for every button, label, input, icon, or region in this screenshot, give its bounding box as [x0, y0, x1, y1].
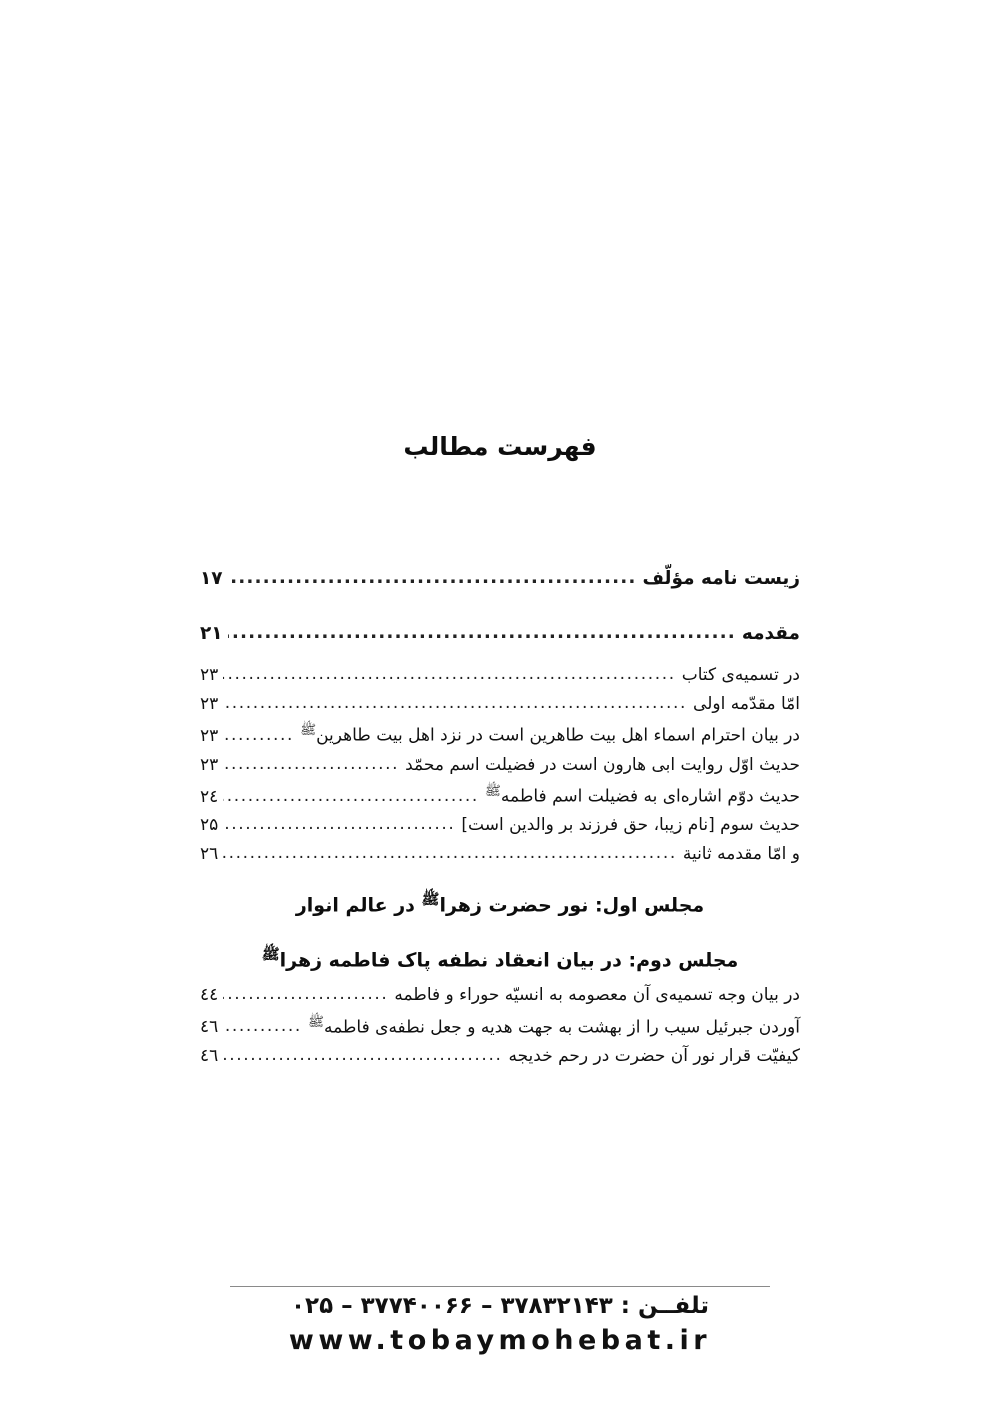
toc-entry-page: ۲۳	[200, 726, 219, 747]
honorific-icon: ﷺ	[484, 784, 501, 800]
toc-entry-page: ۲۳	[200, 665, 219, 686]
toc-entry[interactable]	[200, 623, 800, 644]
toc-dot-leader	[223, 848, 677, 864]
toc-entry-label: مقدمه	[741, 623, 800, 645]
toc-entry-label	[296, 723, 800, 746]
section-heading-text: مجلس اول: نور حضرت زهرا	[439, 894, 705, 917]
toc-entry-label: حدیث سوم [نام زیبا، حق فرزند بر والدین است]	[461, 815, 800, 836]
toc-entry-page: ۲۵	[200, 815, 219, 836]
spacer	[200, 644, 800, 666]
toc-dot-leader	[223, 731, 294, 747]
toc-entry-label: در بیان وجه تسمیه‌ی آن معصومه به انسیّه حوراء و فاطمه	[394, 985, 800, 1006]
toc-entry[interactable]	[200, 756, 800, 776]
page-footer	[0, 1286, 1000, 1356]
toc-entry-page: ٢٤	[200, 786, 219, 807]
footer-phone: تلفــن : ۳۷۸۳۲۱۴۳ – ۳۷۷۴۰۰۶۶ – ۰۲۵	[291, 1293, 709, 1319]
toc-entry-page: ٤٦	[200, 1046, 219, 1067]
section-heading-majlis-1	[200, 890, 800, 919]
toc-entry-page: ٤٦	[200, 1017, 219, 1038]
toc-entry-text: حدیث دوّم اشاره‌ای به فضیلت اسم فاطمه	[500, 786, 800, 807]
footer-website[interactable]: www.tobaymohebat.ir	[288, 1325, 712, 1356]
toc-entry-page: ٢٦	[200, 843, 219, 864]
toc-entry-text: آوردن جبرئیل سیب را از بهشت به جهت هدیه و جعل نطفه‌ی فاطمه	[323, 1017, 800, 1038]
toc-entry-label	[481, 784, 800, 807]
toc-dot-leader	[223, 670, 675, 686]
toc-entry[interactable]	[200, 1047, 800, 1067]
toc-entry-label: زیست نامه مؤلّف	[642, 567, 800, 589]
toc-entry-text: در بیان احترام اسماء اهل بیت طاهرین است در نزد اهل بیت طاهرین	[316, 726, 800, 747]
toc-entry-label: و امّا مقدمه ثانیة	[682, 843, 800, 864]
honorific-icon: ﷺ	[261, 946, 280, 964]
toc-entry-label: امّا مقدّمه اولی	[693, 693, 800, 714]
honorific-icon: ﷺ	[421, 891, 440, 909]
toc-entry-page: ۲۳	[200, 693, 219, 714]
spacer	[200, 534, 800, 568]
toc-entry[interactable]	[200, 986, 800, 1006]
toc-entry[interactable]	[200, 1015, 800, 1038]
section-heading-text-tail: در عالم انوار	[295, 894, 422, 917]
honorific-icon: ﷺ	[300, 723, 317, 739]
toc-entry[interactable]	[200, 845, 800, 865]
toc-entry-label: کیفیّت قرار نور آن حضرت در رحم خدیجه	[508, 1046, 800, 1067]
toc-entry[interactable]	[200, 568, 800, 589]
toc-dot-leader	[228, 628, 736, 644]
toc-entry-page: ۲۱	[200, 623, 223, 645]
page-title: فهرست مطالب	[403, 432, 597, 461]
section-heading-text: مجلس دوم: در بیان انعقاد نطفه پاک فاطمه زهرا	[279, 949, 739, 972]
toc-entry[interactable]	[200, 666, 800, 686]
honorific-icon: ﷺ	[307, 1014, 324, 1030]
toc-dot-leader	[223, 820, 455, 836]
toc-entry-label	[304, 1015, 800, 1038]
toc-dot-leader	[228, 573, 637, 589]
toc-entry[interactable]	[200, 784, 800, 807]
section-heading-majlis-2	[200, 945, 800, 974]
toc-entry-page: ۱۷	[200, 567, 223, 589]
toc-dot-leader	[223, 698, 687, 714]
toc-dot-leader	[223, 990, 388, 1006]
toc-entry[interactable]	[200, 723, 800, 746]
toc-entry-page: ۲۳	[200, 754, 219, 775]
toc-entry-label: در تسمیه‌ی کتاب	[681, 665, 800, 686]
toc-dot-leader	[223, 1022, 302, 1038]
toc-dot-leader	[223, 759, 399, 775]
toc-entry-page: ٤٤	[200, 985, 219, 1006]
toc-entry-label: حدیث اوّل روایت ابی هارون است در فضیلت اسم محمّد	[405, 754, 800, 775]
toc-dot-leader	[223, 791, 479, 807]
spacer	[200, 589, 800, 623]
footer-divider	[230, 1286, 770, 1287]
toc-entry[interactable]	[200, 695, 800, 715]
toc-entry[interactable]	[200, 816, 800, 836]
toc-dot-leader	[223, 1051, 502, 1067]
table-of-contents	[0, 534, 1000, 1076]
